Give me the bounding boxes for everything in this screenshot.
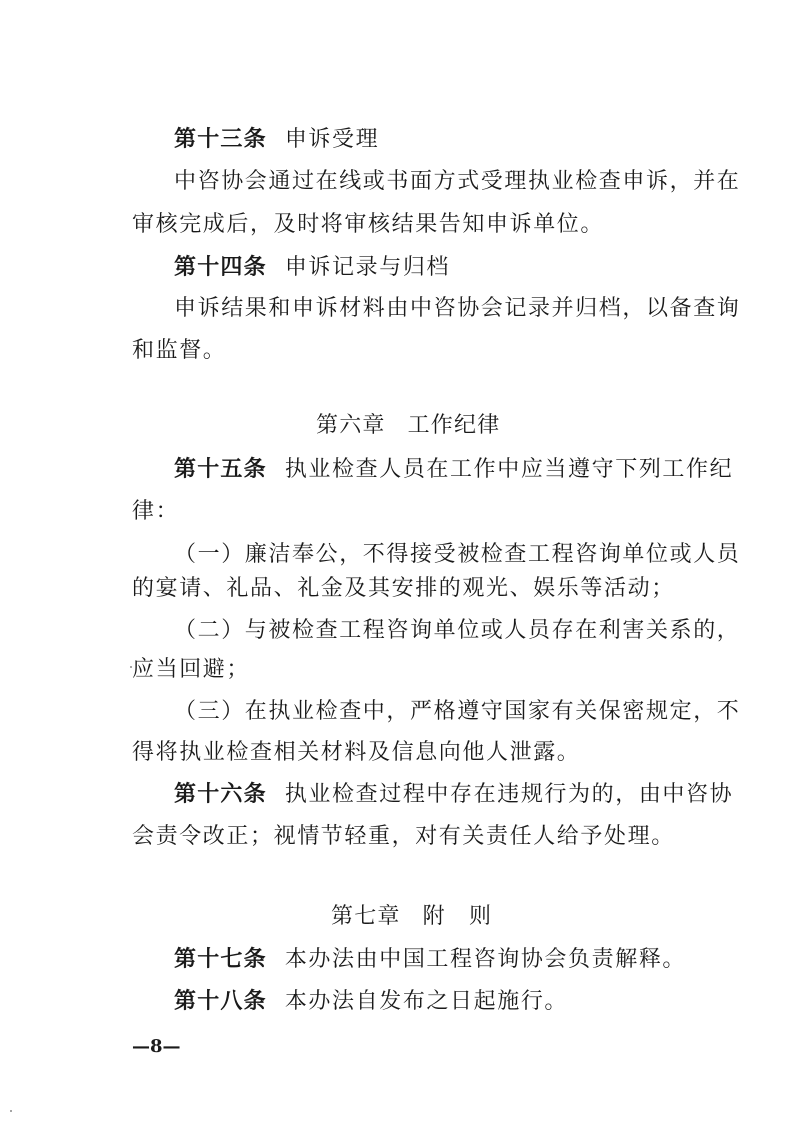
chapter-6-title: 工作纪律 (407, 413, 501, 438)
item-1-line-1: （一）廉洁奉公，不得接受被检查工程咨询单位或人员 (174, 542, 741, 567)
item-1-line-2: 的宴请、礼品、礼金及其安排的观光、娱乐等活动； (132, 576, 675, 601)
chapter-7-number: 第七章 (331, 904, 401, 929)
scan-speck (10, 1110, 12, 1112)
article-15-line-2: 律： (132, 499, 180, 524)
chapter-6-number: 第六章 (316, 413, 386, 438)
chapter-6-heading (316, 411, 500, 441)
article-14-heading (174, 252, 450, 283)
item-2-line-1: （二）与被检查工程咨询单位或人员存在利害关系的， (174, 618, 741, 643)
article-13-line-1: 中咨协会通过在线或书面方式受理执业检查申诉，并在 (174, 169, 741, 194)
article-17-label: 第十七条 (174, 946, 267, 972)
article-15-text: 执业检查人员在工作中应当遵守下列工作纪 (284, 457, 734, 482)
article-16-label: 第十六条 (174, 781, 267, 807)
article-14-label: 第十四条 (174, 254, 267, 280)
chapter-7-heading (331, 902, 492, 932)
article-18-label: 第十八条 (174, 988, 267, 1014)
article-14-title: 申诉记录与归档 (284, 255, 451, 280)
article-18-text: 本办法自发布之日起施行。 (284, 989, 569, 1014)
page-number: —8— (132, 1036, 181, 1057)
article-16-text: 执业检查过程中存在违规行为的，由中咨协 (284, 782, 734, 807)
article-18 (174, 986, 568, 1017)
article-13-label: 第十三条 (174, 126, 267, 152)
chapter-7-title: 附 则 (422, 904, 493, 929)
article-17 (174, 944, 686, 975)
article-15-heading (174, 454, 733, 485)
article-16-line-2: 会责令改正；视情节轻重，对有关责任人给予处理。 (132, 824, 675, 849)
article-13-title: 申诉受理 (284, 127, 380, 152)
article-14-line-1: 申诉结果和申诉材料由中咨协会记录并归档，以备查询 (174, 296, 741, 321)
item-3-line-2: 得将执业检查相关材料及信息向他人泄露。 (132, 740, 581, 765)
article-15-label: 第十五条 (174, 456, 267, 482)
article-16-heading (174, 779, 733, 810)
article-13-line-2: 审核完成后，及时将审核结果告知申诉单位。 (132, 212, 605, 237)
article-14-line-2: 和监督。 (132, 338, 227, 363)
article-13-heading (174, 124, 379, 155)
scan-speck (130, 666, 132, 668)
item-3-line-1: （三）在执业检查中，严格遵守国家有关保密规定，不 (174, 699, 741, 724)
item-2-line-2: 应当回避； (132, 657, 251, 682)
article-17-text: 本办法由中国工程咨询协会负责解释。 (284, 947, 687, 972)
